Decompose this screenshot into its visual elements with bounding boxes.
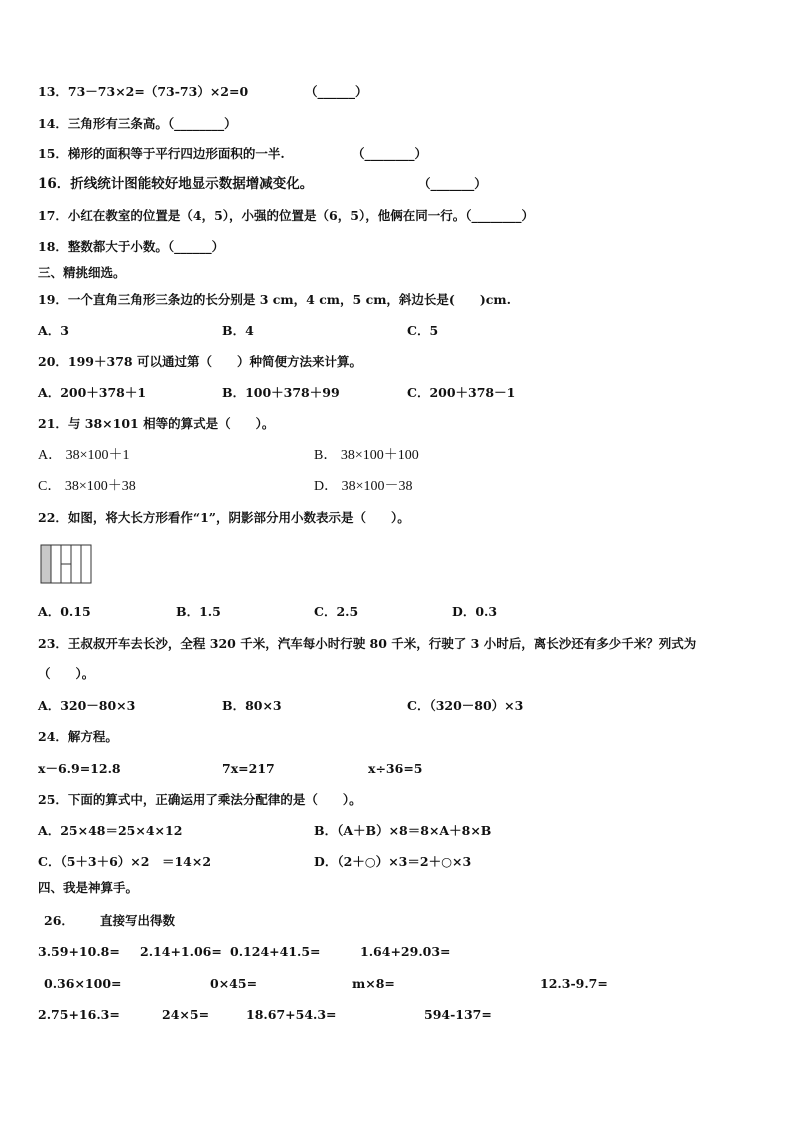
question-text: 折线统计图能较好地显示数据增减变化。: [70, 176, 314, 192]
option-b[interactable]: B．1.5: [176, 604, 221, 619]
question-25: [38, 792, 362, 808]
answer-blank-15[interactable]: （________）: [352, 146, 428, 161]
question-number: 18．: [38, 239, 68, 254]
option-a[interactable]: A．320－80×3: [38, 698, 136, 713]
question-text: 三角形有三条高。（________）: [67, 116, 237, 131]
question-text: 与 38×101 相等的算式是（ ）。: [67, 416, 275, 431]
calc-item: 12.3-9.7=: [540, 976, 608, 991]
rectangle-figure: [40, 544, 92, 584]
question-26-number: 26．: [44, 913, 74, 928]
question-26-text: 直接写出得数: [100, 913, 176, 928]
section-heading-3: 三、精挑细选。: [38, 265, 126, 280]
calc-item: 0×45=: [210, 976, 258, 991]
question-text: 下面的算式中，正确运用了乘法分配律的是（ ）。: [67, 792, 362, 807]
question-21: [38, 416, 274, 432]
shaded-strip: [41, 545, 51, 583]
question-number: 16．: [38, 176, 71, 192]
option-d[interactable]: D．（2＋○）×3＝2＋○×3: [314, 854, 472, 869]
question-text: 199＋378 可以通过第（ ）种简便方法来计算。: [67, 354, 362, 369]
question-number: 22．: [38, 510, 68, 525]
question-22: [38, 510, 410, 526]
option-d[interactable]: D． 38×100－38: [314, 479, 413, 494]
option-c[interactable]: C．（320－80）×3: [407, 698, 524, 713]
calc-item: 1.64+29.03=: [360, 944, 451, 959]
equation-3: x÷36=5: [368, 761, 423, 776]
question-number: 24．: [38, 729, 68, 744]
calc-item: 2.75+16.3=: [38, 1007, 120, 1022]
question-text: 如图，将大长方形看作“1”，阴影部分用小数表示是（ ）。: [67, 510, 410, 525]
question-number: 15．: [38, 146, 68, 161]
question-text: 73－73×2=（73-73）×2=0: [67, 84, 249, 99]
option-b[interactable]: B．80×3: [222, 698, 282, 713]
question-number: 23．: [38, 636, 68, 651]
question-24: [38, 729, 118, 745]
question-number: 17．: [38, 208, 68, 223]
option-b[interactable]: B．（A＋B）×8＝8×A＋8×B: [314, 823, 492, 838]
question-15: [38, 146, 285, 162]
question-text: 解方程。: [67, 729, 118, 744]
calc-item: 3.59+10.8=: [38, 944, 120, 959]
option-a[interactable]: A．25×48＝25×4×12: [38, 823, 183, 838]
question-23-blank[interactable]: （ ）。: [38, 666, 95, 681]
question-17: [38, 208, 534, 224]
option-a[interactable]: A．3: [38, 323, 69, 338]
option-c[interactable]: C．200＋378－1: [407, 385, 516, 400]
question-text: 梯形的面积等于平行四边形面积的一半.: [67, 146, 285, 161]
calc-item: 18.67+54.3=: [246, 1007, 337, 1022]
question-number: 25．: [38, 792, 68, 807]
option-b[interactable]: B．100＋378＋99: [222, 385, 340, 400]
calc-item: 0.36×100=: [44, 976, 122, 991]
option-b[interactable]: B． 38×100＋100: [314, 448, 419, 463]
option-c[interactable]: C．5: [407, 323, 439, 338]
question-text: 小红在教室的位置是（4，5），小强的位置是（6，5），他俩在同一行。（________）: [67, 208, 534, 223]
option-a[interactable]: A．0.15: [38, 604, 91, 619]
question-number: 13．: [38, 84, 68, 99]
option-c[interactable]: C． 38×100＋38: [38, 479, 136, 494]
section-heading-4: 四、我是神算手。: [38, 880, 139, 895]
option-d[interactable]: D．0.3: [452, 604, 498, 619]
option-c[interactable]: C．2.5: [314, 604, 359, 619]
calc-item: 594-137=: [424, 1007, 492, 1022]
equation-1: x－6.9=12.8: [38, 761, 121, 776]
question-16: [38, 176, 313, 192]
question-number: 20．: [38, 354, 68, 369]
option-a[interactable]: A．200＋378＋1: [38, 385, 147, 400]
answer-blank-13[interactable]: （______）: [305, 84, 368, 99]
question-18: [38, 239, 224, 255]
question-text: 王叔叔开车去长沙，全程 320 千米，汽车每小时行驶 80 千米，行驶了 3 小时后，离长沙还有多少千米？列式为: [67, 636, 697, 651]
question-number: 14．: [38, 116, 68, 131]
question-23: [38, 636, 696, 652]
option-a[interactable]: A． 38×100＋1: [38, 448, 130, 463]
question-text: 整数都大于小数。（______）: [67, 239, 225, 254]
question-text: 一个直角三角形三条边的长分别是 3 cm，4 cm，5 cm，斜边长是( )cm.: [67, 292, 511, 307]
question-20: [38, 354, 362, 370]
question-number: 21．: [38, 416, 68, 431]
calc-item: m×8=: [352, 976, 395, 991]
calc-item: 24×5=: [162, 1007, 210, 1022]
equation-2: 7x=217: [222, 761, 275, 776]
question-19: [38, 292, 511, 308]
calc-item: 0.124+41.5=: [230, 944, 321, 959]
question-number: 19．: [38, 292, 68, 307]
option-b[interactable]: B．4: [222, 323, 254, 338]
calc-item: 2.14+1.06=: [140, 944, 222, 959]
option-c[interactable]: C．（5＋3＋6）×2 ＝14×2: [38, 854, 212, 869]
question-14: [38, 116, 237, 132]
question-13: [38, 84, 248, 100]
answer-blank-16[interactable]: （_______）: [418, 176, 487, 191]
